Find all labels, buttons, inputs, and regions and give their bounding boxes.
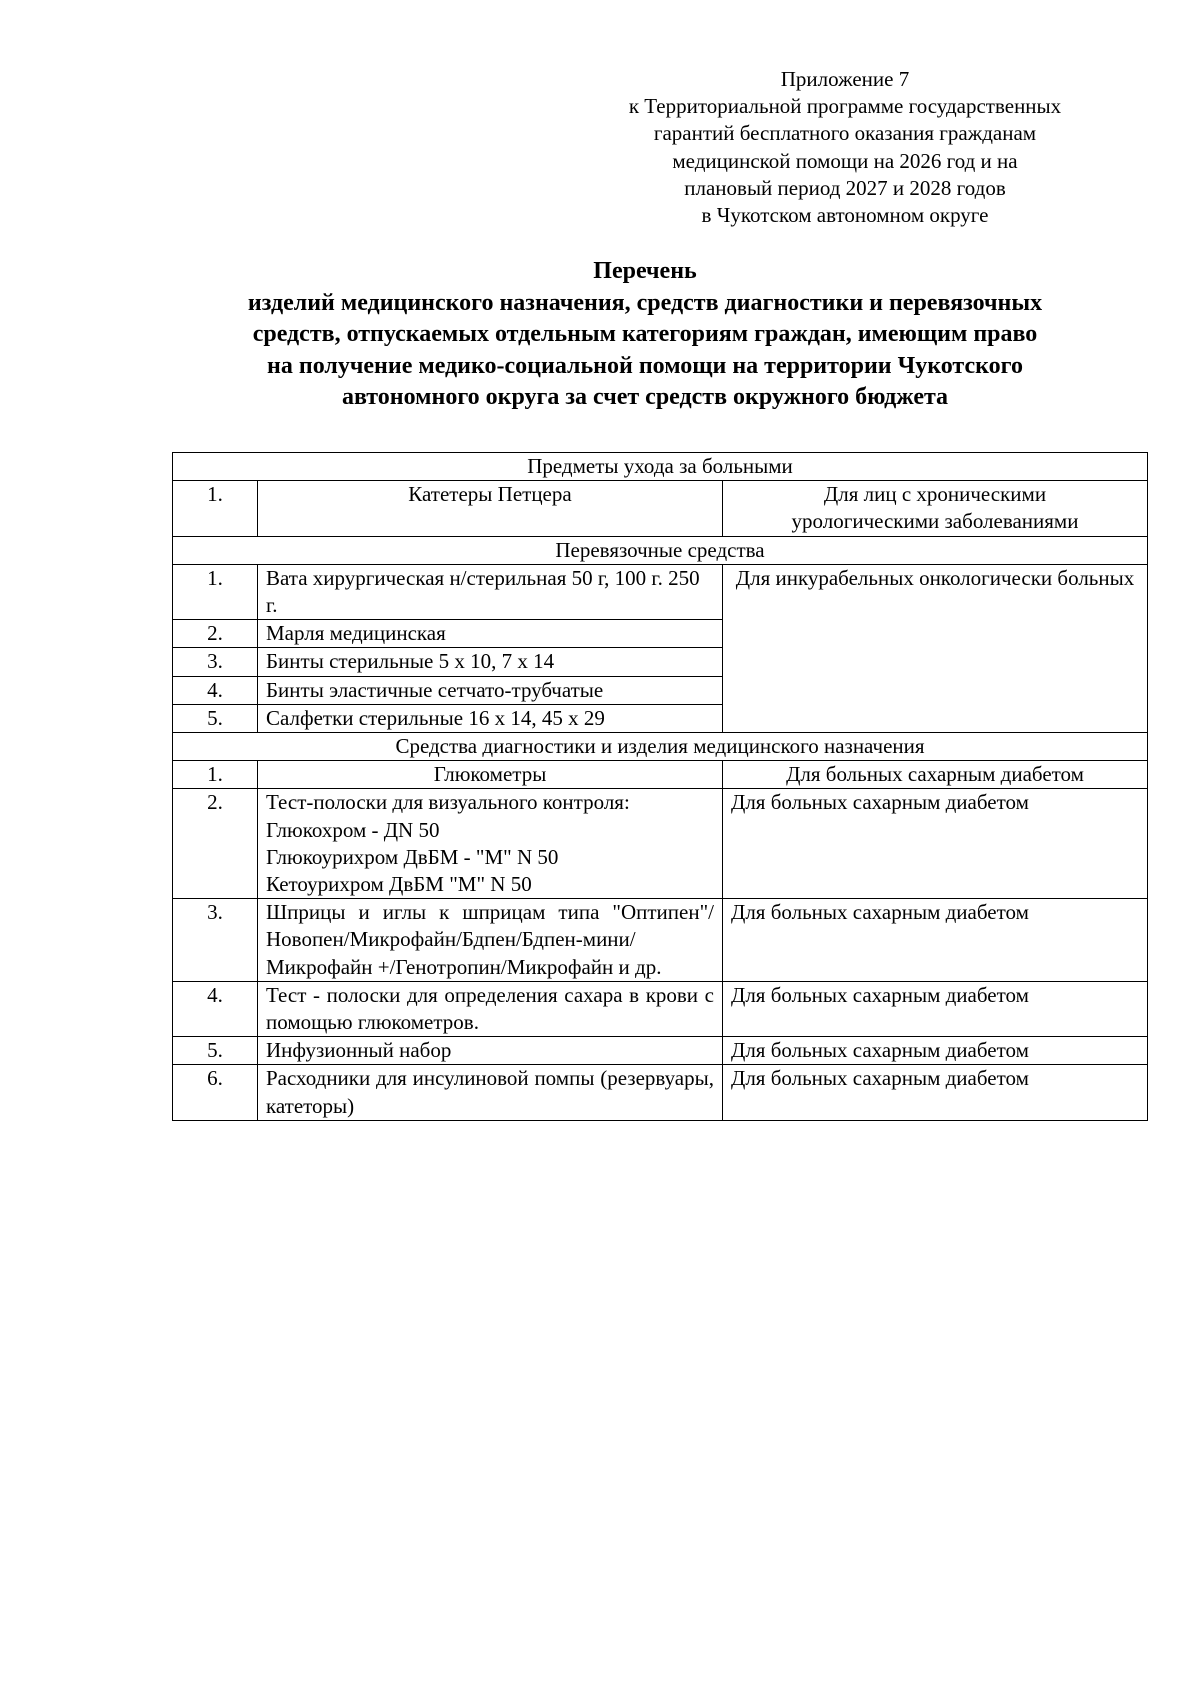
table-row [173,789,1148,899]
item-name: Глюкометры [258,761,723,789]
recipient-category: Для инкурабельных онкологически больных [723,564,1148,732]
table-row [173,564,1148,619]
item-name-line: Кетоурихром ДвБМ "М" N 50 [266,872,532,897]
table-row [173,481,1148,536]
section-row [173,453,1148,481]
recipient-category: Для больных сахарным диабетом [723,789,1148,899]
table-row [173,761,1148,789]
document-title [150,256,1140,414]
title-heading: Перечень [593,258,697,284]
row-number: 3. [173,899,258,982]
annex-header [560,66,1130,229]
recipient-category: Для больных сахарным диабетом [723,761,1148,789]
annex-line: плановый период 2027 и 2028 годов [684,175,1006,200]
item-name-line: Тест-полоски для визуального контроля: [266,790,630,815]
item-name: Бинты эластичные сетчато-трубчатые [258,676,723,704]
recipient-line: Для лиц с хроническими [823,482,1047,507]
item-name: Бинты стерильные 5 x 10, 7 x 14 [258,648,723,676]
title-line: автономного округа за счет средств окружного бюджета [341,384,949,410]
item-name-line: Глюкоурихром ДвБМ - "М" N 50 [266,844,559,869]
row-number: 4. [173,981,258,1036]
row-number: 1. [173,481,258,536]
annex-line: в Чукотском автономном округе [701,203,989,228]
title-line: на получение медико-социальной помощи на территории Чукотского [267,352,1023,379]
row-number: 1. [173,761,258,789]
items-table [172,452,1148,1121]
section-title: Перевязочные средства [173,536,1148,564]
section-title: Предметы ухода за больными [173,453,1148,481]
annex-line: медицинской помощи на 2026 год и на [672,148,1018,173]
recipient-category: Для больных сахарным диабетом [723,981,1148,1036]
annex-number: Приложение 7 [780,67,910,91]
recipient-category [723,481,1148,536]
table-row [173,1037,1148,1065]
recipient-category: Для больных сахарным диабетом [723,1037,1148,1065]
annex-line: к Территориальной программе государственных [628,94,1062,119]
recipient-category: Для больных сахарным диабетом [723,899,1148,982]
row-number: 5. [173,1037,258,1065]
row-number: 3. [173,648,258,676]
row-number: 2. [173,620,258,648]
row-number: 1. [173,564,258,619]
item-name: Инфузионный набор [258,1037,723,1065]
row-number: 6. [173,1065,258,1120]
row-number: 4. [173,676,258,704]
title-line: средств, отпускаемых отдельным категориям граждан, имеющим право [252,321,1038,347]
section-row [173,536,1148,564]
row-number: 5. [173,704,258,732]
title-line: изделий медицинского назначения, средств диагностики и перевязочных [247,289,1043,316]
table-row [173,899,1148,982]
annex-line: гарантий бесплатного оказания гражданам [653,121,1037,146]
item-name: Тест - полоски для определения сахара в крови с помощью глюкометров. [258,981,723,1036]
recipient-category: Для больных сахарным диабетом [723,1065,1148,1120]
item-name: Катетеры Петцера [258,481,723,536]
item-name: Шприцы и иглы к шприцам типа "Оптипен"/Новопен/Микрофайн/Бдпен/Бдпен-мини/Микрофайн +/Генотропин/Микрофайн и др. [258,899,723,982]
item-name: Салфетки стерильные 16 x 14, 45 x 29 [258,704,723,732]
item-name: Вата хирургическая н/стерильная 50 г, 100 г. 250 г. [258,564,723,619]
item-name: Марля медицинская [258,620,723,648]
section-row [173,733,1148,761]
item-name [258,789,723,899]
section-title: Средства диагностики и изделия медицинского назначения [173,733,1148,761]
recipient-line: урологическими заболеваниями [791,509,1079,534]
row-number: 2. [173,789,258,899]
item-name: Расходники для инсулиновой помпы (резервуары, катеторы) [258,1065,723,1120]
table-row [173,981,1148,1036]
item-name-line: Глюкохром - ДN 50 [266,817,440,842]
table-row [173,1065,1148,1120]
